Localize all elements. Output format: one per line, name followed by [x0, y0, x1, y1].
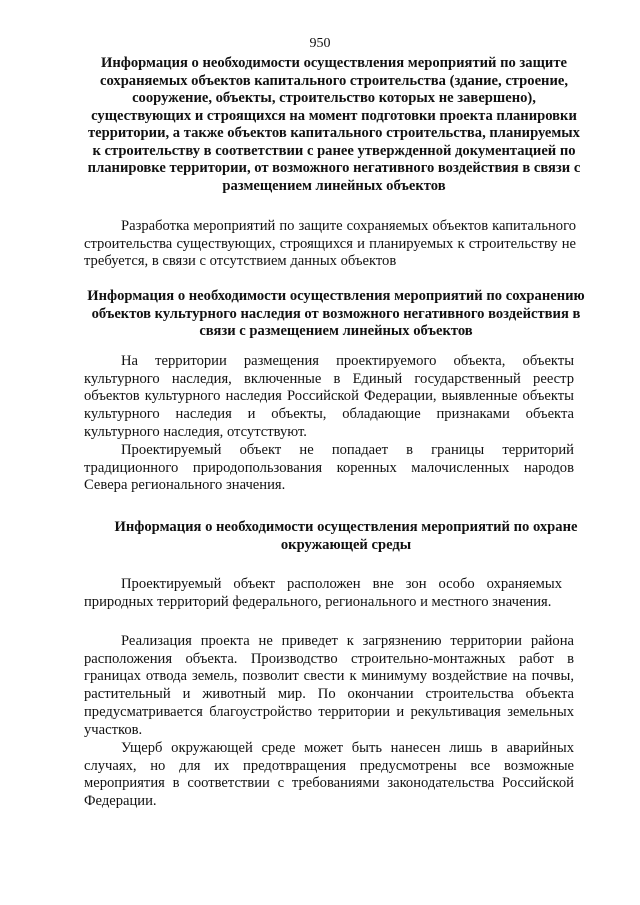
- section-heading-cultural-heritage: Информация о необходимости осуществления мероприятий по сохранению объектов культурного наследия от возможного негативного воздействия в связи с размещением линейных объектов: [87, 288, 585, 339]
- paragraph-cultural-heritage-absent: На территории размещения проектируемого объекта, объекты культурного наследия, включенные в Единый государственный реестр объектов культурного наследия Российской Федерации, выявленные объекты культурного наследия и объекты, обладающие признаками объекта культурного наследия, отсутствуют.: [84, 353, 574, 440]
- paragraph-traditional-land-use: Проектируемый объект не попадает в границы территорий традиционного природопользования коренных малочисленных народов Севера регионального значения.: [84, 442, 574, 494]
- paragraph-capital-construction-measures: Разработка мероприятий по защите сохраняемых объектов капитального строительства существующих, строящихся и планируемых к строительству не требуется, в связи с отсутствием данных объектов: [84, 218, 576, 270]
- paragraph-emergency-damage: Ущерб окружающей среде может быть нанесен лишь в аварийных случаях, но для их предотвращения предусмотрены все возможные мероприятия в соответствии с требованиями законодательства Российской Федерации.: [84, 740, 574, 810]
- page-number: 950: [309, 36, 331, 51]
- paragraph-protected-areas: Проектируемый объект расположен вне зон особо охраняемых природных территорий федерального, регионального и местного значения.: [84, 576, 562, 610]
- section-heading-environment-protection: Информация о необходимости осуществления мероприятий по охране окружающей среды: [114, 519, 578, 553]
- section-heading-capital-construction-protection: Информация о необходимости осуществления мероприятий по защите сохраняемых объектов капитального строительства (здание, строение, сооружение, объекты, строительство которых не завершено), существующих и строящихся на момент подготовки проекта планировки территории, а также объектов капитального строительства, планируемых к строительству в соответствии с ранее утвержденной документацией по планировке территории, от возможного негативного воздействия в связи с размещением линейных объектов: [87, 55, 581, 194]
- paragraph-no-pollution: Реализация проекта не приведет к загрязнению территории района расположения объекта. Производство строительно-монтажных работ в границах отвода земель, позволит свести к минимуму воздействие на почвы, растительный и животный мир. По окончании строительства объекта предусматривается благоустройство территории и рекультивация земельных участков.: [84, 633, 574, 738]
